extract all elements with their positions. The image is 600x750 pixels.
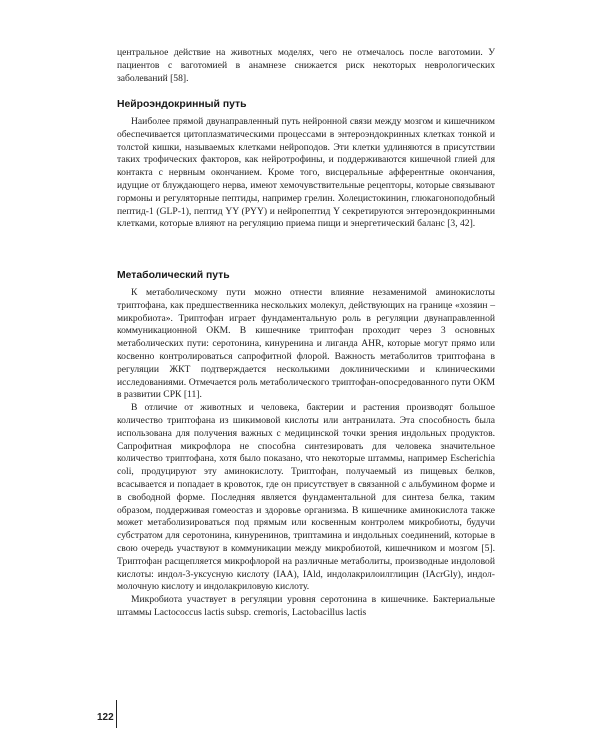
intro-paragraph bbox=[117, 47, 495, 85]
section-body-metabolic bbox=[117, 287, 495, 620]
section-heading-neuroendocrine: Нейроэндокринный путь bbox=[117, 99, 247, 110]
paragraph: В отличие от животных и человека, бактерии и растения производят большое количество триптофана из шикимовой кислоты или антранилата. Эта способность была использована для получения важных с медицинской точки зрения индольных продуктов. Сапрофитная микрофлора не способна синтезировать для человека значительное количество триптофана, хотя было показано, что некоторые штаммы, например Escherichia coli, продуцируют эту аминокислоту. Триптофан, получаемый из пищевых белков, всасывается и попадает в кровоток, где он присутствует в связанной с альбумином форме и в свободной форме. Последняя является фундаментальной для синтеза белка, таким образом, поддерживая гомеостаз и здоровье организма. В кишечнике аминокислота также может метаболизироваться под прямым или косвенным контролем микробиоты, будучи субстратом для серотонина, кинуренинов, триптамина и индольных соединений, которые в свою очередь участвуют в коммуникации между микробиотой, кишечником и мозгом [5]. Триптофан расщепляется микрофлорой на различные метаболиты, производные индоловой кислоты: индол-3-уксусную кислоту (IAA), IAld, индолакрилоилглицин (IAcrGly), индол-молочную кислоту и индолакриловую кислоту. bbox=[117, 402, 495, 593]
paragraph: центральное действие на животных моделях, чего не отмечалось после ваготомии. У пациентов с ваготомией в анамнезе снижается риск некоторых неврологических заболеваний [58]. bbox=[117, 47, 495, 84]
section-heading-metabolic: Метаболический путь bbox=[117, 270, 230, 281]
paragraph: К метаболическому пути можно отнести влияние незаменимой аминокислоты триптофана, как предшественника нескольких молекул, действующих на границе «хозяин – микробиота». Триптофан играет фундаментальную роль в регуляции двунаправленной коммуникационной ОКМ. В кишечнике триптофан проходит через 3 основных метаболических пути: серотонина, кинуренина и лиганда AHR, которые могут прямо или косвенно контролироваться сапрофитной флорой. Важность метаболитов триптофана в регуляции ЖКТ подтверждается несколькими доклиническими и клиническими исследованиями. Отмечается роль метаболического триптофан-опосредованного пути ОКМ в развитии СРК [11]. bbox=[117, 287, 495, 401]
page-number-divider bbox=[116, 700, 117, 728]
paragraph: Микробиота участвует в регуляции уровня серотонина в кишечнике. Бактериальные штаммы Lactococcus lactis subsp. cremoris, Lactobacillus lactis bbox=[117, 594, 495, 618]
page-number: 122 bbox=[97, 712, 114, 723]
section-body-neuroendocrine bbox=[117, 116, 495, 231]
paragraph: Наиболее прямой двунаправленный путь нейронной связи между мозгом и кишечником обеспечивается цитоплазматическими процессами в энтероэндокринных клетках тонкой и толстой кишки, называемых клетками нейроподов. Эти клетки удлиняются в присутствии таких трофических факторов, как нейротрофины, и поддерживаются кишечной глией для контакта с нервным окончанием. Кроме того, висцеральные афферентные окончания, идущие от блуждающего нерва, имеют хемочувствительные рецепторы, которые связывают гормоны и регуляторные пептиды, например грелин. Холецистокинин, глюкагоноподобный пептид-1 (GLP-1), пептид YY (PYY) и нейропептид Y секретируются энтероэндокринными клетками, которые влияют на регуляцию приема пищи и энергетический баланс [3, 42]. bbox=[117, 116, 495, 230]
